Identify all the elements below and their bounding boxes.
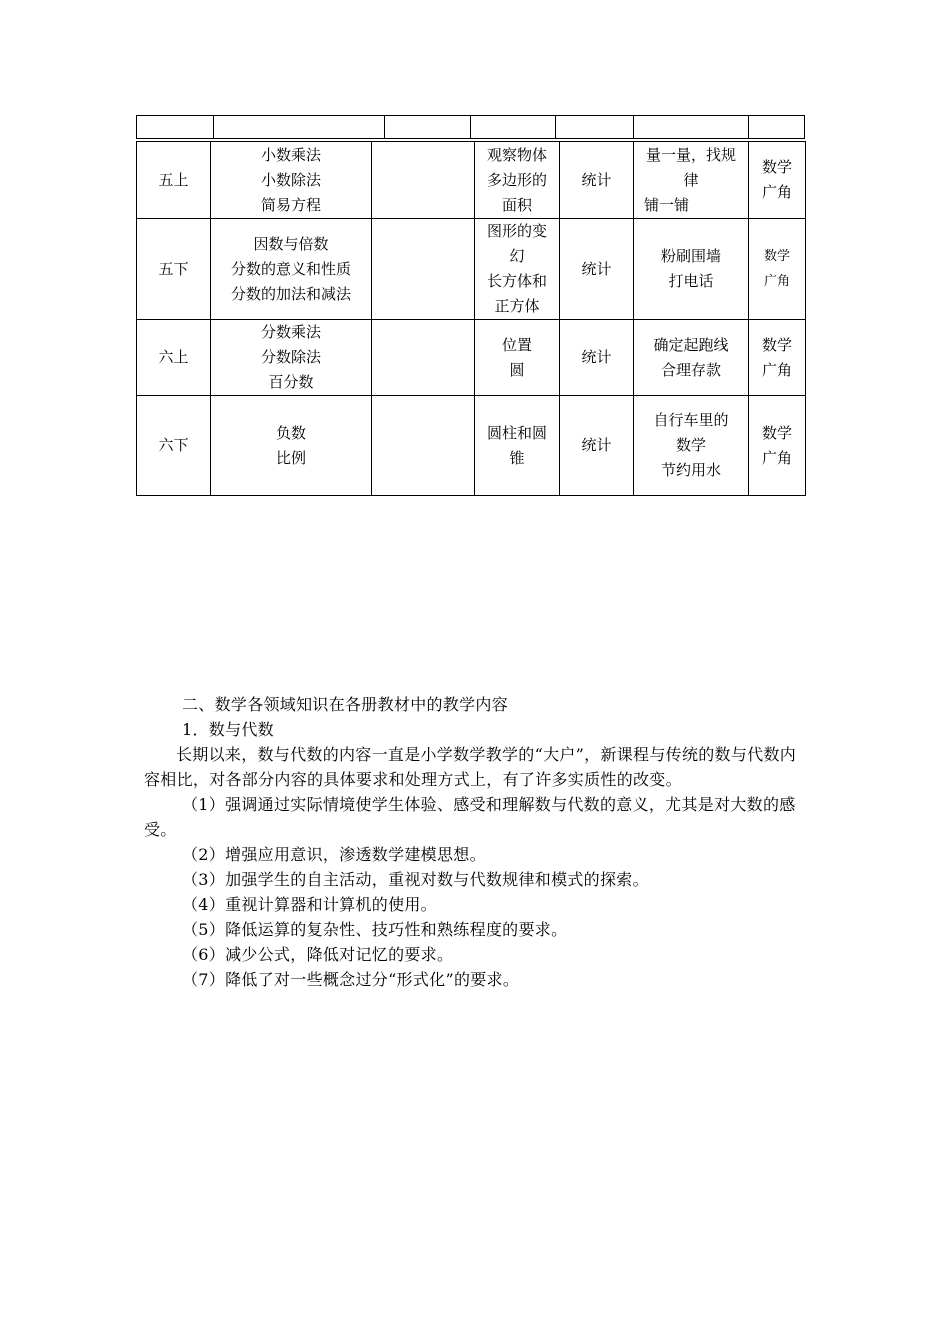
list-item: （6）减少公式，降低对记忆的要求。: [182, 945, 454, 964]
cell-line: 六上: [158, 348, 189, 366]
cell-line: 数学: [763, 249, 790, 264]
cell-line: 负数: [275, 423, 306, 442]
table-row: [137, 219, 806, 320]
cell-line: 自行车里的: [653, 411, 729, 429]
list-item: （4）重视计算器和计算机的使用。: [182, 895, 437, 914]
section-text: [144, 692, 806, 992]
cell-line: 长方体和: [486, 272, 547, 290]
table-row: [137, 396, 806, 496]
number-algebra-cell: [211, 142, 372, 219]
wide-angle-cell: [749, 320, 806, 396]
cell-line: 分数的意义和性质: [230, 259, 351, 278]
term-cell: [137, 320, 211, 396]
practice-cell: [634, 396, 749, 496]
cell-line: 小数乘法: [260, 145, 321, 164]
geometry-cell: [475, 320, 560, 396]
cell-line: 统计: [581, 259, 612, 278]
statistics-cell: [560, 320, 634, 396]
cell-line: 圆柱和圆: [486, 423, 547, 442]
cell-line: 六下: [158, 436, 189, 454]
blank-cell: [372, 142, 475, 219]
practice-cell: [634, 142, 749, 219]
practice-cell: [634, 320, 749, 396]
cell-line: 合理存款: [660, 360, 721, 379]
practice-cell: [634, 219, 749, 320]
cell-line: 分数乘法: [260, 323, 321, 341]
header-divider: [213, 116, 214, 138]
cell-line: 粉刷围墙: [660, 247, 721, 265]
cell-line: 因数与倍数: [253, 234, 329, 253]
term-cell: [137, 142, 211, 219]
cell-line: 量一量，找规: [645, 145, 736, 164]
term-cell: [137, 396, 211, 496]
cell-line: 比例: [275, 448, 306, 467]
wide-angle-cell: [749, 396, 806, 496]
statistics-cell: [560, 219, 634, 320]
wide-angle-cell: [749, 142, 806, 219]
cell-line: 五上: [158, 170, 189, 189]
header-divider: [384, 116, 385, 138]
list-item: （5）降低运算的复杂性、技巧性和熟练程度的要求。: [182, 920, 568, 939]
cell-line: 图形的变: [486, 222, 547, 240]
cell-line: 节约用水: [660, 461, 721, 479]
cell-line: 面积: [501, 195, 532, 214]
cell-line: 多边形的: [486, 170, 547, 189]
cell-line: 广角: [763, 274, 790, 289]
cell-line: 观察物体: [486, 145, 547, 164]
table-row: [137, 320, 806, 396]
cell-line: 数学: [761, 335, 792, 354]
list-item: （7）降低了对一些概念过分“形式化”的要求。: [182, 970, 520, 989]
list-item: （2）增强应用意识，渗透数学建模思想。: [182, 845, 486, 864]
cell-line: 数学: [761, 158, 792, 176]
curriculum-table-body: [137, 142, 806, 496]
curriculum-table: [136, 141, 806, 496]
cell-line: 幻: [509, 247, 525, 265]
section-heading: 二、数学各领域知识在各册教材中的教学内容: [182, 695, 509, 714]
cell-line: 位置: [501, 335, 532, 354]
header-divider: [633, 116, 634, 138]
cell-line: 铺一铺: [644, 195, 690, 214]
cell-line: 圆: [509, 360, 525, 379]
blank-cell: [372, 219, 475, 320]
cell-line: 统计: [581, 436, 612, 454]
cell-line: 分数除法: [260, 348, 321, 366]
cell-line: 统计: [581, 348, 612, 366]
cell-line: 数学: [675, 436, 706, 454]
cell-line: 打电话: [668, 272, 714, 290]
blank-cell: [372, 320, 475, 396]
number-algebra-cell: [211, 320, 372, 396]
cell-line: 广角: [761, 448, 792, 467]
number-algebra-cell: [211, 396, 372, 496]
term-cell: [137, 219, 211, 320]
cell-line: 统计: [581, 170, 612, 189]
intro-paragraph: 长期以来，数与代数的内容一直是小学数学教学的“大户”，新课程与传统的数与代数内容相比，对各部分内容的具体要求和处理方式上，有了许多实质性的改变。: [144, 745, 797, 789]
cell-line: 数学: [761, 423, 792, 442]
geometry-cell: [475, 396, 560, 496]
cell-line: 小数除法: [260, 170, 321, 189]
geometry-cell: [475, 142, 560, 219]
number-algebra-cell: [211, 219, 372, 320]
section-subheading: 1．数与代数: [182, 720, 274, 739]
cell-line: 广角: [761, 183, 792, 201]
cell-line: 确定起跑线: [653, 335, 729, 354]
cell-line: 锥: [509, 448, 525, 467]
header-divider: [748, 116, 749, 138]
geometry-cell: [475, 219, 560, 320]
cell-line: 百分数: [268, 373, 314, 391]
cell-line: 五下: [158, 259, 189, 278]
list-item: （3）加强学生的自主活动，重视对数与代数规律和模式的探索。: [182, 870, 649, 889]
statistics-cell: [560, 142, 634, 219]
statistics-cell: [560, 396, 634, 496]
cell-line: 正方体: [494, 297, 540, 315]
cell-line: 律: [683, 170, 699, 189]
cell-line: 广角: [761, 360, 792, 379]
cell-line: 分数的加法和减法: [230, 284, 351, 303]
header-divider: [555, 116, 556, 138]
list-item: （1）强调通过实际情境使学生体验、感受和理解数与代数的意义，尤其是对大数的感受。: [144, 795, 796, 839]
cell-line: 简易方程: [260, 195, 321, 214]
header-divider: [470, 116, 471, 138]
wide-angle-cell: [749, 219, 806, 320]
table-header-strip: [136, 115, 805, 139]
table-row: [137, 142, 806, 219]
blank-cell: [372, 396, 475, 496]
